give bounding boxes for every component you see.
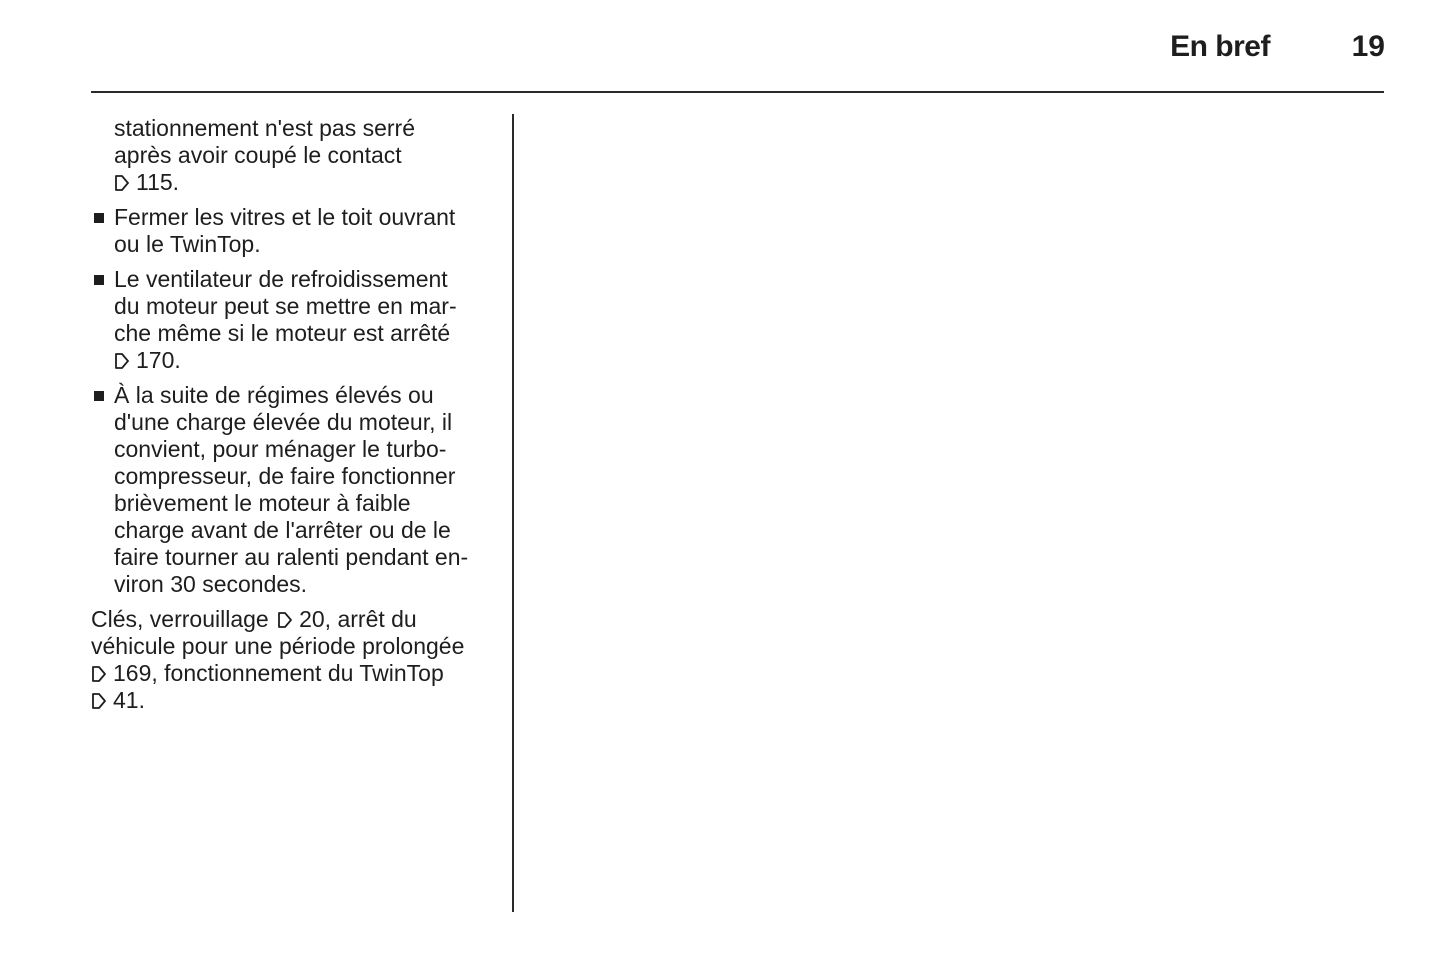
text-line: compresseur, de faire fonctionner xyxy=(114,463,456,489)
square-bullet-icon xyxy=(94,391,104,401)
text-line: du moteur peut se mettre en mar- xyxy=(114,293,457,319)
closing-paragraph xyxy=(91,606,491,714)
page-reference: 170. xyxy=(136,347,181,373)
text-line: À la suite de régimes élevés ou xyxy=(114,382,434,408)
square-bullet-icon xyxy=(94,275,104,285)
reference-line xyxy=(114,169,491,196)
reference-line xyxy=(91,660,491,687)
text-segment: Clés, verrouillage xyxy=(91,606,269,632)
page-reference: 20, arrêt du xyxy=(299,606,417,632)
text-line: ou le TwinTop. xyxy=(114,231,261,257)
square-bullet-icon xyxy=(94,213,104,223)
page-reference: 41. xyxy=(113,687,145,713)
list-item xyxy=(91,204,491,258)
reference-line xyxy=(91,687,491,714)
cross-reference-arrow-icon xyxy=(114,174,130,192)
list-item xyxy=(91,266,491,374)
page-number: 19 xyxy=(1351,30,1385,63)
text-line: après avoir coupé le contact xyxy=(114,142,402,168)
reference-line xyxy=(91,606,491,633)
page-reference: 169, fonctionnement du TwinTop xyxy=(113,660,444,686)
section-title: En bref xyxy=(1170,30,1270,63)
text-line: viron 30 secondes. xyxy=(114,571,308,597)
text-line: charge avant de l'arrêter ou de le xyxy=(114,517,451,543)
text-line: convient, pour ménager le turbo- xyxy=(114,436,447,462)
text-line: Fermer les vitres et le toit ouvrant xyxy=(114,204,456,230)
column-divider xyxy=(512,114,514,912)
text-line: brièvement le moteur à faible xyxy=(114,490,411,516)
cross-reference-arrow-icon xyxy=(91,665,107,683)
text-line: véhicule pour une période prolongée xyxy=(91,633,465,659)
text-line: d'une charge élevée du moteur, il xyxy=(114,409,453,435)
text-line: che même si le moteur est arrêté xyxy=(114,320,451,346)
page-reference: 115. xyxy=(136,169,180,195)
list-item xyxy=(91,382,491,598)
header-divider xyxy=(91,91,1384,93)
text-line: Le ventilateur de refroidissement xyxy=(114,266,448,292)
cross-reference-arrow-icon xyxy=(114,352,130,370)
continuation-paragraph xyxy=(91,115,491,196)
text-line: stationnement n'est pas serré xyxy=(114,115,415,141)
left-column xyxy=(91,115,491,714)
cross-reference-arrow-icon xyxy=(91,692,107,710)
cross-reference-arrow-icon xyxy=(277,611,293,629)
reference-line xyxy=(114,347,491,374)
text-line: faire tourner au ralenti pendant en- xyxy=(114,544,469,570)
